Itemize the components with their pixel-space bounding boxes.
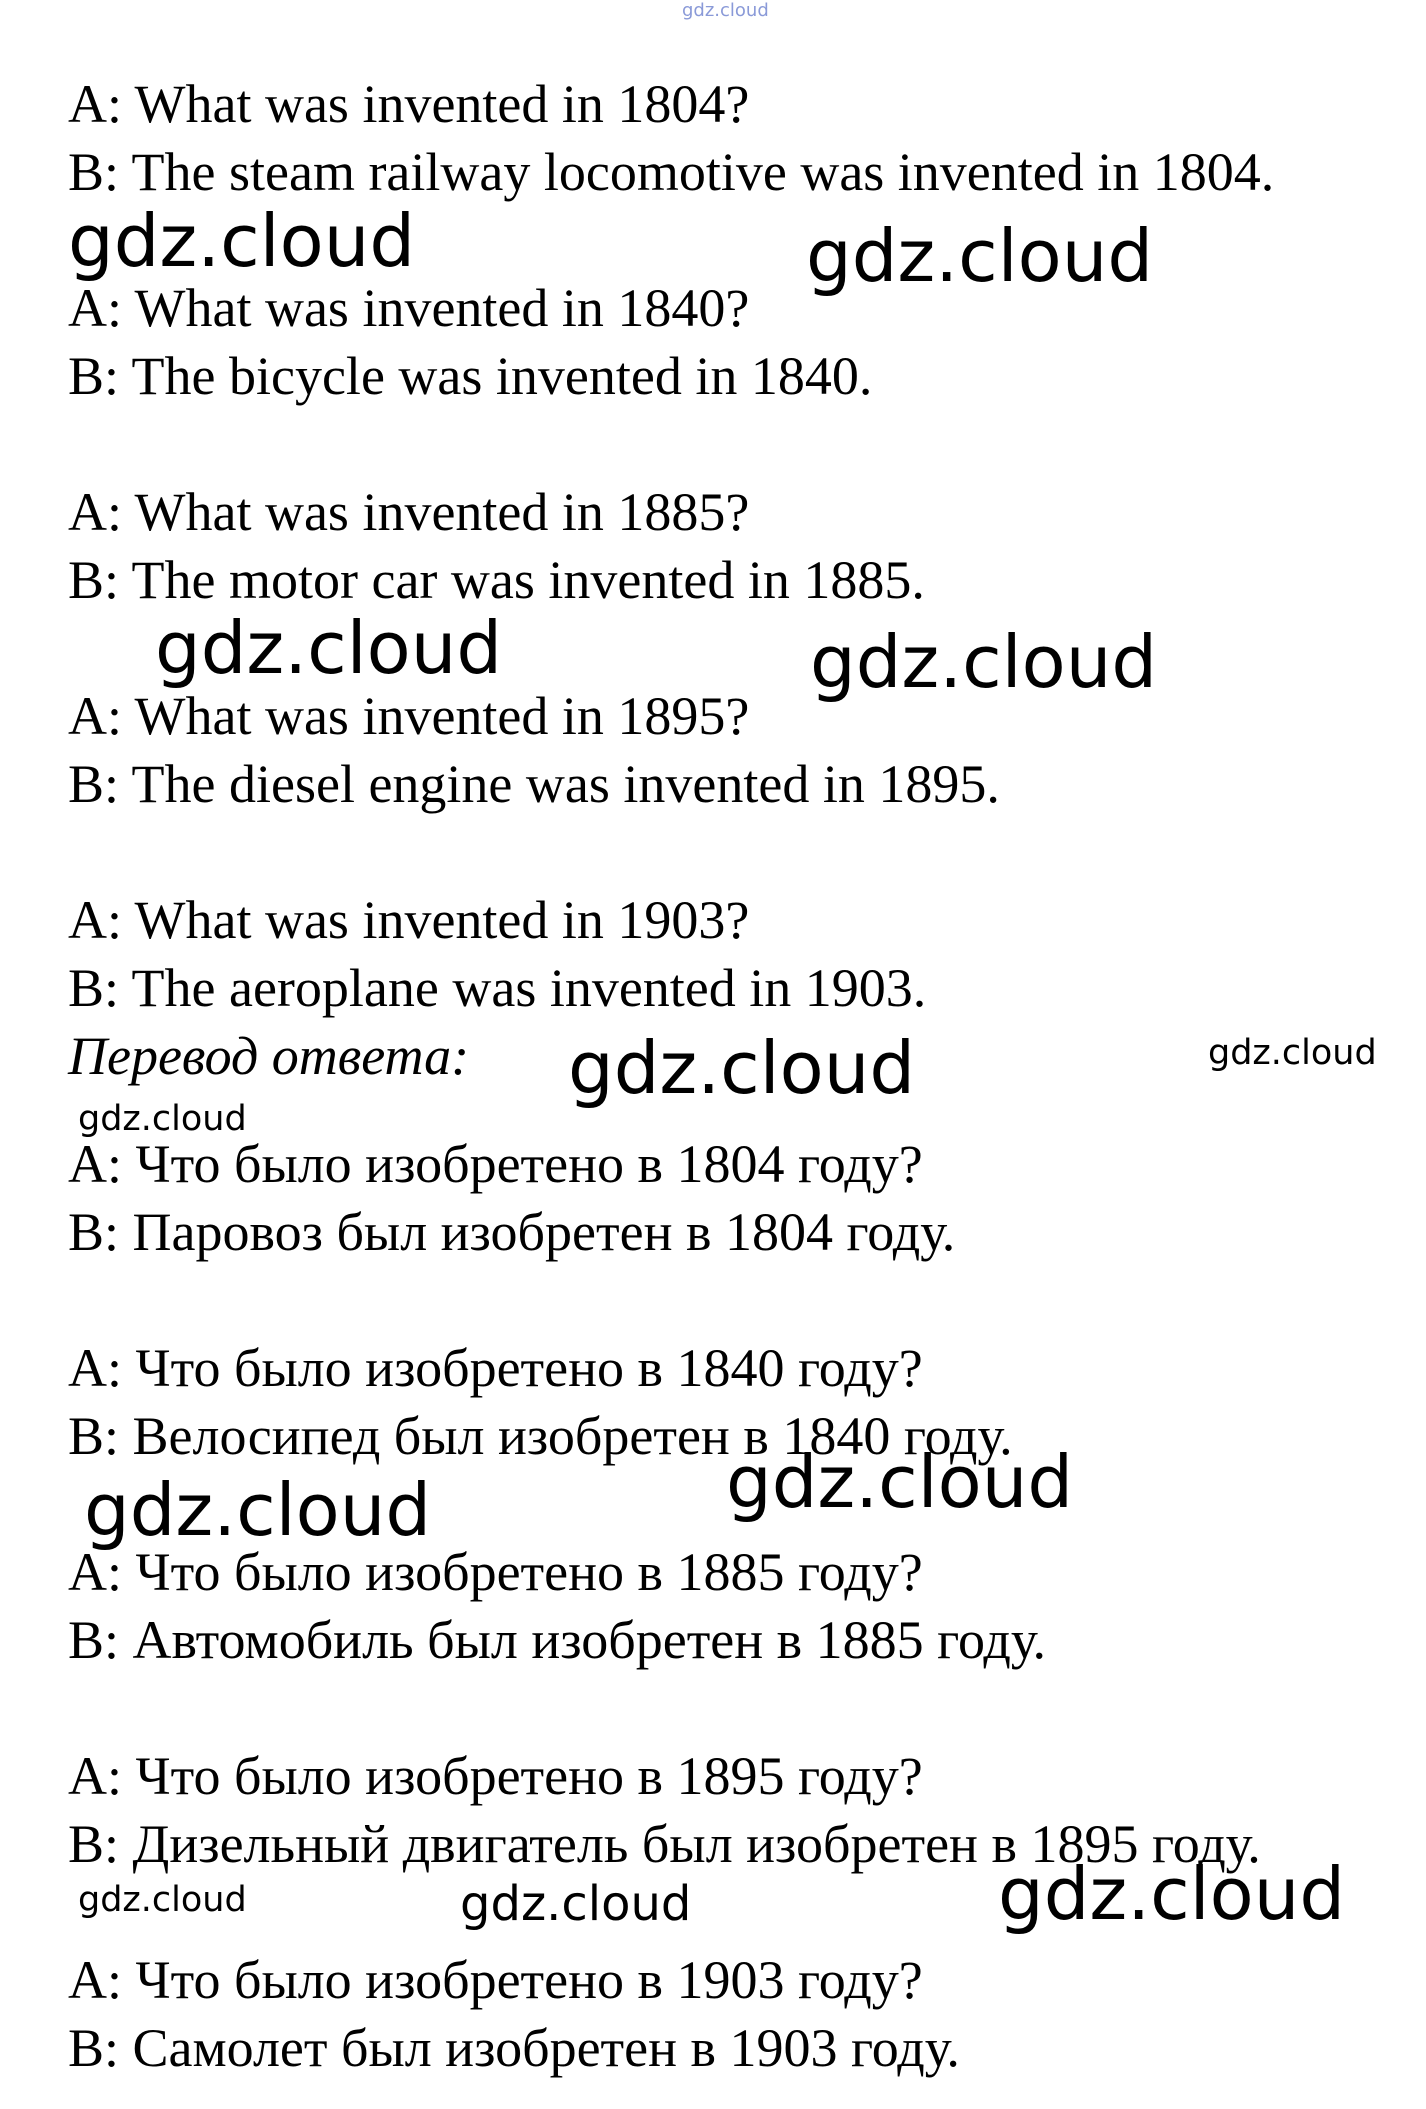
- translation-heading: Перевод ответа:: [68, 1026, 470, 1086]
- watermark: gdz.cloud: [155, 606, 503, 690]
- watermark: gdz.cloud: [806, 214, 1154, 298]
- english-question-1840: A: What was invented in 1840?: [68, 278, 750, 338]
- english-answer-1840: B: The bicycle was invented in 1840.: [68, 346, 873, 406]
- english-answer-1804: B: The steam railway locomotive was invented in 1804.: [68, 142, 1275, 202]
- russian-question-1895: A: Что было изобретено в 1895 году?: [68, 1746, 923, 1806]
- header-watermark: gdz.cloud: [682, 0, 769, 21]
- watermark: gdz.cloud: [68, 199, 416, 283]
- watermark: gdz.cloud: [568, 1026, 916, 1110]
- watermark: gdz.cloud: [78, 1099, 247, 1139]
- russian-answer-1895: B: Дизельный двигатель был изобретен в 1895 году.: [68, 1814, 1261, 1874]
- english-answer-1895: B: The diesel engine was invented in 1895.: [68, 754, 1000, 814]
- watermark: gdz.cloud: [1208, 1033, 1377, 1073]
- russian-answer-1840: B: Велосипед был изобретен в 1840 году.: [68, 1406, 1013, 1466]
- english-question-1804: A: What was invented in 1804?: [68, 74, 750, 134]
- english-question-1903: A: What was invented in 1903?: [68, 890, 750, 950]
- russian-question-1840: A: Что было изобретено в 1840 году?: [68, 1338, 923, 1398]
- watermark: gdz.cloud: [998, 1852, 1346, 1936]
- russian-question-1903: A: Что было изобретено в 1903 году?: [68, 1950, 923, 2010]
- english-question-1895: A: What was invented in 1895?: [68, 686, 750, 746]
- watermark: gdz.cloud: [726, 1440, 1074, 1524]
- russian-answer-1804: B: Паровоз был изобретен в 1804 году.: [68, 1202, 956, 1262]
- russian-question-1804: A: Что было изобретено в 1804 году?: [68, 1134, 923, 1194]
- english-question-1885: A: What was invented in 1885?: [68, 482, 750, 542]
- english-answer-1903: B: The aeroplane was invented in 1903.: [68, 958, 927, 1018]
- russian-answer-1885: B: Автомобиль был изобретен в 1885 году.: [68, 1610, 1046, 1670]
- russian-answer-1903: B: Самолет был изобретен в 1903 году.: [68, 2018, 960, 2078]
- watermark: gdz.cloud: [810, 620, 1158, 704]
- russian-question-1885: A: Что было изобретено в 1885 году?: [68, 1542, 923, 1602]
- watermark: gdz.cloud: [78, 1880, 247, 1920]
- english-answer-1885: B: The motor car was invented in 1885.: [68, 550, 925, 610]
- watermark: gdz.cloud: [84, 1468, 432, 1552]
- watermark: gdz.cloud: [460, 1876, 692, 1932]
